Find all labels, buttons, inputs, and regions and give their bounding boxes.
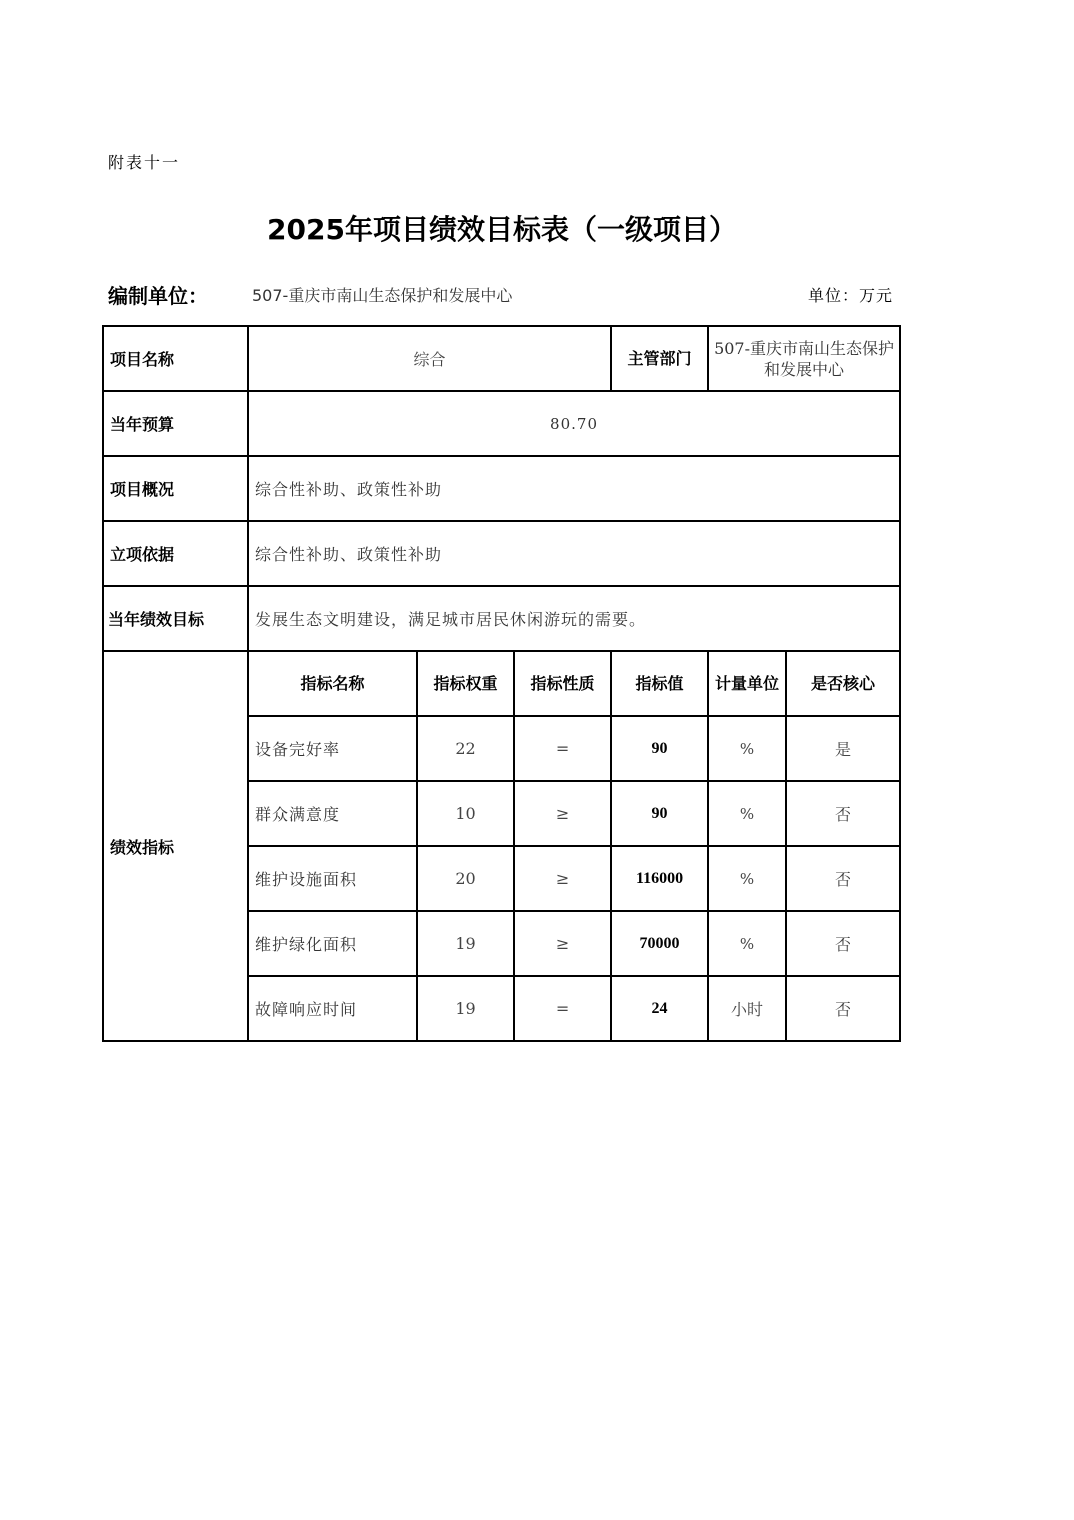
- indicator-weight: 19: [417, 911, 514, 976]
- indicator-name: 故障响应时间: [248, 976, 417, 1041]
- col-is-core: 是否核心: [786, 651, 900, 716]
- indicator-unit: %: [708, 911, 786, 976]
- indicator-core: 否: [786, 846, 900, 911]
- indicator-name: 维护绿化面积: [248, 911, 417, 976]
- compiling-unit-value: 507-重庆市南山生态保护和发展中心: [252, 286, 513, 305]
- indicator-name: 群众满意度: [248, 781, 417, 846]
- indicator-value: 116000: [611, 846, 708, 911]
- basis-value: 综合性补助、政策性补助: [248, 521, 900, 586]
- budget-value: 80.70: [248, 391, 900, 456]
- indicator-core: 否: [786, 976, 900, 1041]
- indicator-nature: ≥: [514, 846, 611, 911]
- col-indicator-value: 指标值: [611, 651, 708, 716]
- project-name-value: 综合: [248, 326, 611, 391]
- indicator-header-row: [103, 651, 900, 716]
- overview-value: 综合性补助、政策性补助: [248, 456, 900, 521]
- attachment-label: 附表十一: [108, 153, 181, 172]
- indicator-unit: %: [708, 781, 786, 846]
- indicator-unit: %: [708, 716, 786, 781]
- indicator-value: 90: [611, 716, 708, 781]
- indicator-unit: %: [708, 846, 786, 911]
- col-indicator-name: 指标名称: [248, 651, 417, 716]
- indicator-name: 维护设施面积: [248, 846, 417, 911]
- basis-row: [103, 521, 900, 586]
- project-name-label: 项目名称: [103, 326, 248, 391]
- indicator-nature: =: [514, 976, 611, 1041]
- goal-row: [103, 586, 900, 651]
- indicator-value: 70000: [611, 911, 708, 976]
- performance-table: [102, 325, 901, 1042]
- indicator-unit: 小时: [708, 976, 786, 1041]
- indicator-core: 是: [786, 716, 900, 781]
- page-title: 2025年项目绩效目标表（一级项目）: [267, 213, 737, 246]
- currency-unit: 单位：万元: [808, 286, 894, 305]
- indicator-weight: 10: [417, 781, 514, 846]
- col-indicator-weight: 指标权重: [417, 651, 514, 716]
- col-measure-unit: 计量单位: [708, 651, 786, 716]
- overview-label: 项目概况: [103, 456, 248, 521]
- indicator-value: 90: [611, 781, 708, 846]
- budget-label: 当年预算: [103, 391, 248, 456]
- indicator-value: 24: [611, 976, 708, 1041]
- indicator-weight: 19: [417, 976, 514, 1041]
- basis-label: 立项依据: [103, 521, 248, 586]
- dept-value: 507-重庆市南山生态保护和发展中心: [708, 326, 900, 391]
- indicator-nature: ≥: [514, 911, 611, 976]
- overview-row: [103, 456, 900, 521]
- dept-label: 主管部门: [611, 326, 708, 391]
- goal-label: 当年绩效目标: [103, 586, 248, 651]
- indicator-weight: 22: [417, 716, 514, 781]
- compiling-unit-label: 编制单位：: [108, 284, 208, 308]
- goal-value: 发展生态文明建设，满足城市居民休闲游玩的需要。: [248, 586, 900, 651]
- indicator-name: 设备完好率: [248, 716, 417, 781]
- col-indicator-nature: 指标性质: [514, 651, 611, 716]
- indicators-section-label: 绩效指标: [103, 651, 248, 1041]
- indicator-nature: ≥: [514, 781, 611, 846]
- indicator-core: 否: [786, 781, 900, 846]
- project-name-row: [103, 326, 900, 391]
- indicator-nature: =: [514, 716, 611, 781]
- budget-row: [103, 391, 900, 456]
- indicator-weight: 20: [417, 846, 514, 911]
- indicator-core: 否: [786, 911, 900, 976]
